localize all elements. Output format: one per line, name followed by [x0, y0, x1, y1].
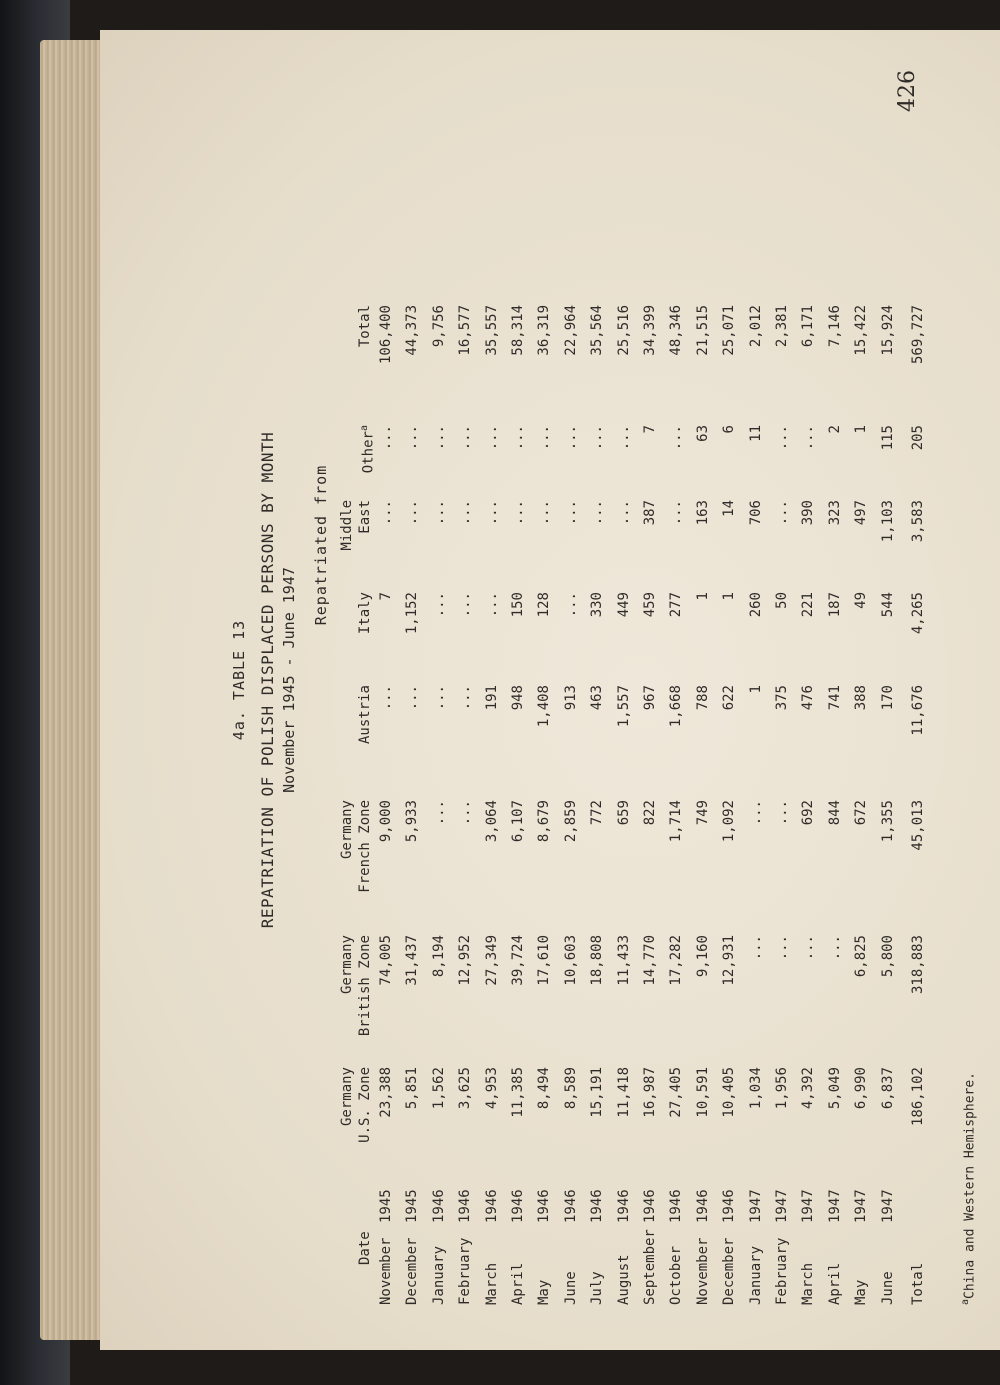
- table-cell: 2,859: [562, 800, 579, 843]
- table-cell: 6,171: [800, 305, 817, 348]
- table-cell: 3,583: [910, 500, 926, 543]
- row-month: November: [378, 1237, 394, 1305]
- table-cell: 191: [483, 685, 500, 711]
- row-month: Total: [910, 1262, 926, 1305]
- table-cell: 45,013: [910, 800, 926, 851]
- table-cell: 11: [747, 425, 764, 442]
- table-cell: 12,931: [721, 935, 738, 986]
- table-cell: ...: [510, 425, 526, 451]
- row-month: January: [747, 1245, 764, 1305]
- table-cell: 749: [694, 800, 711, 826]
- table-cell: 459: [642, 592, 658, 618]
- table-cell: ...: [483, 592, 500, 618]
- table-cell: 1,034: [747, 1067, 764, 1110]
- table-cell: ...: [747, 800, 764, 826]
- table-cell: 544: [879, 592, 896, 618]
- table-cell: ...: [562, 592, 579, 618]
- table-cell: 187: [826, 592, 843, 618]
- table-cell: 44,373: [404, 305, 421, 356]
- table-cell: 34,399: [642, 305, 658, 356]
- row-year: 1946: [589, 1189, 606, 1223]
- table-cell: 788: [694, 685, 711, 711]
- table-cell: ...: [457, 592, 474, 618]
- table-cell: 63: [694, 425, 711, 442]
- row-month: September: [642, 1229, 658, 1305]
- table-cell: 35,564: [589, 305, 606, 356]
- table-cell: 11,676: [910, 685, 926, 736]
- row-year: 1947: [800, 1189, 817, 1223]
- row-year: 1947: [747, 1189, 764, 1223]
- row-year: 1946: [510, 1189, 526, 1223]
- table-cell: 2,012: [747, 305, 764, 348]
- row-year: 1947: [826, 1189, 843, 1223]
- row-month: February: [774, 1237, 790, 1305]
- table-cell: 25,516: [615, 305, 632, 356]
- table-cell: 569,727: [910, 305, 926, 365]
- table-cell: 11,418: [615, 1067, 632, 1118]
- table-title: REPATRIATION OF POLISH DISPLACED PERSONS BY MONTH: [258, 431, 277, 929]
- table-cell: ...: [536, 425, 553, 451]
- table-cell: 10,405: [721, 1067, 738, 1118]
- row-year: 1946: [668, 1189, 685, 1223]
- table-cell: 1: [747, 685, 764, 694]
- table-cell: 1,956: [774, 1067, 790, 1110]
- table-cell: 74,005: [378, 935, 394, 986]
- row-month: December: [404, 1237, 421, 1305]
- table-cell: 9,000: [378, 800, 394, 843]
- row-year: 1946: [430, 1189, 447, 1223]
- table-cell: 48,346: [668, 305, 685, 356]
- row-month: October: [668, 1245, 685, 1305]
- table-cell: 14: [721, 500, 738, 517]
- table-cell: ...: [404, 685, 421, 711]
- table-cell: 5,933: [404, 800, 421, 843]
- table-cell: 672: [853, 800, 870, 826]
- footnote-marker: a: [359, 425, 370, 432]
- table-cell: 27,349: [483, 935, 500, 986]
- table-cell: ...: [483, 500, 500, 526]
- table-cell: 18,808: [589, 935, 606, 986]
- column-header: Germany French Zone: [339, 800, 373, 893]
- page-number: 426: [895, 70, 920, 112]
- table-cell: 1,408: [536, 685, 553, 728]
- table-cell: 16,987: [642, 1067, 658, 1118]
- table-cell: 1: [694, 592, 711, 601]
- table-cell: ...: [774, 500, 790, 526]
- table-cell: 323: [826, 500, 843, 526]
- table-cell: 706: [747, 500, 764, 526]
- table-cell: 1,668: [668, 685, 685, 728]
- table-cell: ...: [430, 685, 447, 711]
- table-cell: ...: [378, 685, 394, 711]
- table-cell: ...: [615, 425, 632, 451]
- table-cell: 150: [510, 592, 526, 618]
- rotated-table-page: [220, 55, 990, 1305]
- table-cell: 1,714: [668, 800, 685, 843]
- table-cell: 622: [721, 685, 738, 711]
- table-cell: ...: [404, 500, 421, 526]
- table-cell: 25,071: [721, 305, 738, 356]
- row-month: August: [615, 1254, 632, 1305]
- table-cell: 15,422: [853, 305, 870, 356]
- table-cell: 1: [853, 425, 870, 434]
- table-cell: 5,851: [404, 1067, 421, 1110]
- row-month: May: [536, 1279, 553, 1305]
- table-cell: 10,591: [694, 1067, 711, 1118]
- table-cell: ...: [800, 425, 817, 451]
- column-header: Date: [357, 1231, 373, 1265]
- table-cell: 221: [800, 592, 817, 618]
- table-cell: ...: [589, 425, 606, 451]
- table-cell: 16,577: [457, 305, 474, 356]
- table-cell: 7: [642, 425, 658, 434]
- table-cell: 1,092: [721, 800, 738, 843]
- table-cell: 1,152: [404, 592, 421, 635]
- table-cell: 5,800: [879, 935, 896, 978]
- table-cell: ...: [457, 800, 474, 826]
- table-cell: ...: [457, 425, 474, 451]
- table-cell: 387: [642, 500, 658, 526]
- row-year: 1945: [404, 1189, 421, 1223]
- table-cell: 115: [879, 425, 896, 451]
- table-cell: 1,562: [430, 1067, 447, 1110]
- table-cell: 3,625: [457, 1067, 474, 1110]
- row-year: 1946: [615, 1189, 632, 1223]
- table-cell: 449: [615, 592, 632, 618]
- table-cell: 23,388: [378, 1067, 394, 1118]
- row-year: 1946: [721, 1189, 738, 1223]
- table-cell: 15,191: [589, 1067, 606, 1118]
- table-cell: 260: [747, 592, 764, 618]
- table-cell: ...: [615, 500, 632, 526]
- table-cell: 967: [642, 685, 658, 711]
- table-cell: 4,265: [910, 592, 926, 635]
- table-cell: ...: [510, 500, 526, 526]
- table-cell: 6,107: [510, 800, 526, 843]
- table-cell: ...: [774, 800, 790, 826]
- table-cell: ...: [483, 425, 500, 451]
- column-header: Germany U.S. Zone: [339, 1067, 373, 1143]
- table-cell: 6,990: [853, 1067, 870, 1110]
- row-year: 1946: [642, 1189, 658, 1223]
- table-cell: 128: [536, 592, 553, 618]
- column-header: [356, 425, 378, 473]
- table-cell: 6: [721, 425, 738, 434]
- table-cell: 1: [721, 592, 738, 601]
- table-cell: 205: [910, 425, 926, 451]
- table-cell: ...: [536, 500, 553, 526]
- table-cell: 17,610: [536, 935, 553, 986]
- row-month: January: [430, 1245, 447, 1305]
- column-header: Germany British Zone: [339, 935, 373, 1037]
- table-cell: 14,770: [642, 935, 658, 986]
- table-cell: ...: [457, 500, 474, 526]
- table-cell: 844: [826, 800, 843, 826]
- column-header: Middle East: [339, 500, 373, 551]
- table-cell: 822: [642, 800, 658, 826]
- table-cell: 4,392: [800, 1067, 817, 1110]
- table-cell: ...: [747, 935, 764, 961]
- row-month: July: [589, 1271, 606, 1305]
- group-header: Repatriated from: [312, 464, 330, 626]
- table-cell: ...: [774, 425, 790, 451]
- table-cell: 50: [774, 592, 790, 609]
- table-cell: 2: [826, 425, 843, 434]
- table-cell: 10,603: [562, 935, 579, 986]
- table-cell: 31,437: [404, 935, 421, 986]
- table-cell: 22,964: [562, 305, 579, 356]
- table-cell: ...: [589, 500, 606, 526]
- table-cell: 186,102: [910, 1067, 926, 1127]
- table-cell: 8,589: [562, 1067, 579, 1110]
- table-cell: ...: [430, 500, 447, 526]
- table-cell: 9,756: [430, 305, 447, 348]
- table-cell: 9,160: [694, 935, 711, 978]
- table-cell: 35,557: [483, 305, 500, 356]
- row-month: June: [562, 1271, 579, 1305]
- table-cell: ...: [774, 935, 790, 961]
- table-cell: ...: [668, 500, 685, 526]
- row-year: 1946: [536, 1189, 553, 1223]
- table-cell: 8,679: [536, 800, 553, 843]
- footnote-text: China and Western Hemisphere.: [962, 1071, 978, 1299]
- table-cell: 7: [378, 592, 394, 601]
- table-cell: 318,883: [910, 935, 926, 995]
- row-year: 1947: [774, 1189, 790, 1223]
- table-subtitle: November 1945 - June 1947: [280, 567, 298, 793]
- table-cell: 21,515: [694, 305, 711, 356]
- row-year: 1945: [378, 1189, 394, 1223]
- column-header: Austria: [357, 685, 373, 745]
- row-year: 1946: [694, 1189, 711, 1223]
- table-cell: 1,103: [879, 500, 896, 543]
- row-month: April: [826, 1262, 843, 1305]
- row-month: April: [510, 1262, 526, 1305]
- table-cell: 1,355: [879, 800, 896, 843]
- row-month: March: [800, 1262, 817, 1305]
- table-cell: 388: [853, 685, 870, 711]
- table-cell: 741: [826, 685, 843, 711]
- table-label: 4a. TABLE 13: [230, 619, 248, 741]
- table-cell: ...: [668, 425, 685, 451]
- table-cell: ...: [430, 425, 447, 451]
- table-cell: ...: [378, 425, 394, 451]
- row-month: June: [879, 1271, 896, 1305]
- row-year: 1946: [562, 1189, 579, 1223]
- table-cell: 390: [800, 500, 817, 526]
- table-cell: 163: [694, 500, 711, 526]
- table-cell: 36,319: [536, 305, 553, 356]
- table-cell: 948: [510, 685, 526, 711]
- table-cell: ...: [457, 685, 474, 711]
- table-cell: 330: [589, 592, 606, 618]
- table-cell: ...: [562, 500, 579, 526]
- row-month: May: [853, 1279, 870, 1305]
- table-cell: 58,314: [510, 305, 526, 356]
- column-header-text: Other: [360, 431, 377, 474]
- table-cell: ...: [826, 935, 843, 961]
- table-cell: 913: [562, 685, 579, 711]
- table-cell: 6,837: [879, 1067, 896, 1110]
- table-cell: 4,953: [483, 1067, 500, 1110]
- table-cell: ...: [378, 500, 394, 526]
- table-cell: 6,825: [853, 935, 870, 978]
- table-cell: 8,494: [536, 1067, 553, 1110]
- table-cell: 463: [589, 685, 606, 711]
- table-cell: 12,952: [457, 935, 474, 986]
- table-cell: 692: [800, 800, 817, 826]
- footnote-marker: a: [960, 1298, 971, 1305]
- table-cell: 5,049: [826, 1067, 843, 1110]
- table-cell: 659: [615, 800, 632, 826]
- footnote: [960, 1072, 977, 1305]
- table-cell: 106,400: [378, 305, 394, 365]
- table-cell: 170: [879, 685, 896, 711]
- table-cell: 11,385: [510, 1067, 526, 1118]
- table-cell: 27,405: [668, 1067, 685, 1118]
- row-year: 1946: [483, 1189, 500, 1223]
- table-cell: 49: [853, 592, 870, 609]
- table-cell: 1,557: [615, 685, 632, 728]
- table-cell: ...: [562, 425, 579, 451]
- row-year: 1947: [853, 1189, 870, 1223]
- column-header: Italy: [357, 592, 373, 635]
- row-month: March: [483, 1262, 500, 1305]
- row-year: 1947: [879, 1189, 896, 1223]
- table-cell: 8,194: [430, 935, 447, 978]
- table-cell: 3,064: [483, 800, 500, 843]
- table-cell: 375: [774, 685, 790, 711]
- table-cell: ...: [404, 425, 421, 451]
- table-cell: 11,433: [615, 935, 632, 986]
- table-cell: 39,724: [510, 935, 526, 986]
- table-cell: ...: [430, 800, 447, 826]
- table-cell: 476: [800, 685, 817, 711]
- table-cell: 17,282: [668, 935, 685, 986]
- table-cell: 277: [668, 592, 685, 618]
- table-cell: 7,146: [826, 305, 843, 348]
- table-cell: ...: [430, 592, 447, 618]
- table-cell: 497: [853, 500, 870, 526]
- row-month: December: [721, 1237, 738, 1305]
- row-year: 1946: [457, 1189, 474, 1223]
- table-cell: ...: [800, 935, 817, 961]
- table-cell: 2,381: [774, 305, 790, 348]
- row-month: November: [694, 1237, 711, 1305]
- table-cell: 772: [589, 800, 606, 826]
- column-header: Total: [357, 305, 373, 348]
- row-month: February: [457, 1237, 474, 1305]
- table-cell: 15,924: [879, 305, 896, 356]
